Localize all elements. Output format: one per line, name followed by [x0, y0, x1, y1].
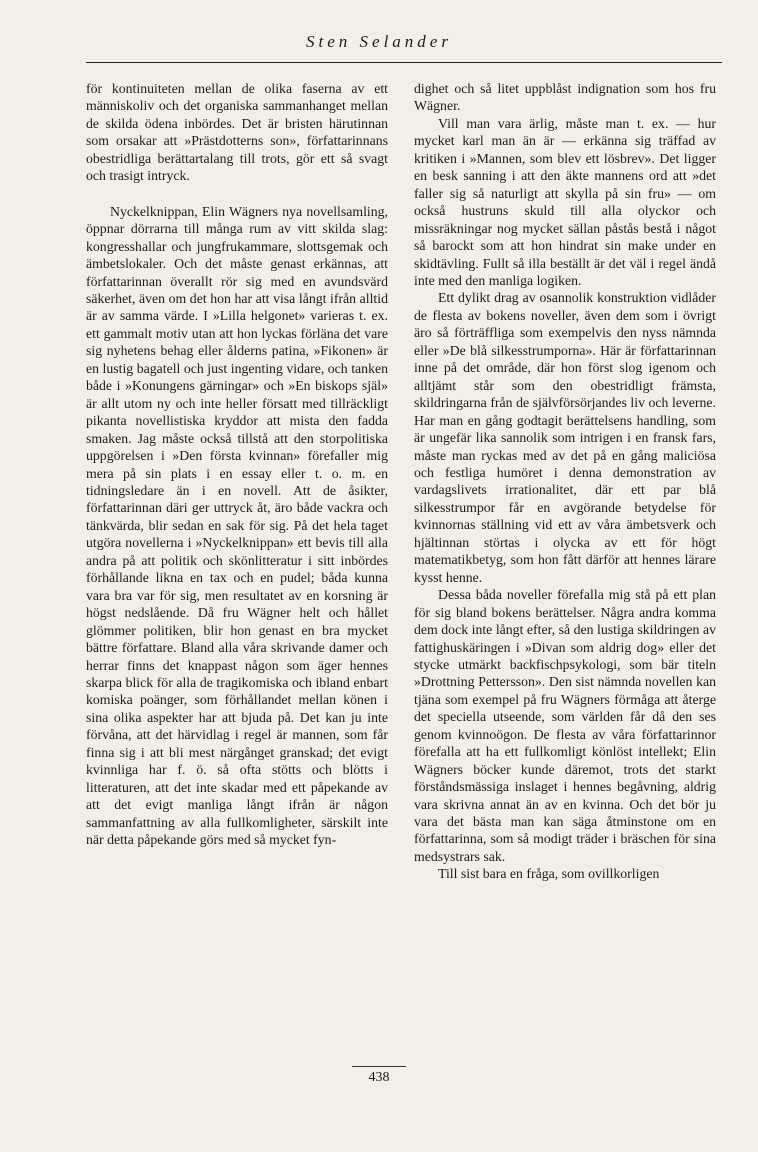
header-rule [86, 62, 722, 63]
paragraph: för kontinuiteten mellan de olika faserna av ett människoliv och det organiska sammanhanget mellan de skilda ödena inbördes. Det är bristen härutinnan som orsakar att »Prästdotterns son», författarinnans obestridliga berättartalang till trots, gör ett så svagt och trasigt intryck. [86, 81, 388, 184]
paragraph: Vill man vara ärlig, måste man t. ex. — hur mycket karl man än är — erkänna sig träffad av kritiken i »Mannen, som blev ett lösbrev». Det ligger en besk sanning i att den äkte mannens ord att »det faller sig så naturligt att skylla på sin fru» — om också hustruns skuld till alla olyckor och missräkningar nog mycket sällan påstås bestå i något så barockt som att hon hindrat sin make under en skidtävling. Fullt så illa beställt är det väl i regel ändå inte med den manliga logiken. [414, 115, 716, 288]
paragraph: dighet och så litet uppblåst indignation som hos fru Wägner. [414, 81, 716, 114]
running-title: Sten Selander [306, 32, 452, 51]
page-number-rule [352, 1066, 406, 1067]
paragraph: Dessa båda noveller förefalla mig stå på ett plan för sig bland bokens berättelser. Några andra komma dem dock inte långt efter, så den lustiga skildringen av fattighuskäringen i »Divan som aldrig dog» eller det stycke utmärkt backfischpsykologi, som bär titeln »Drottning Pettersson». Den sist nämnda novellen kan tjäna som exempel på fru Wägners förmåga att återge det speciella utseende, som världen får då den ses genom kvinnoögon. De flesta av våra författarinnor förefalla att ha ett fullkomligt könlöst intellekt; Elin Wägners böcker kunde däremot, trots det starkt förståndsmässiga inslaget i hennes begåvning, aldrig vara skrivna annat än av en kvinna. Och det bör ju vara det bästa man kan säga åtminstone om en författarinna, som så modigt träder i bräschen för sina medsystrars sak. [414, 587, 716, 864]
paragraph: Ett dylikt drag av osannolik konstruktion vidlåder de flesta av bokens noveller, även dem som i övrigt äro så förträffliga som exempelvis den nyss nämnda eller »De blå silkesstrumporna». Här är författarinnan inne på det område, där hon först slog igenom och alltjämt står som den obestridligt främsta, skildringarna från de självförsörjandes liv och leverne. Har man en gång godtagit berättelsens handling, som är ungefär lika sannolik som intrigen i en fransk fars, måste man ryckas med av det på en gång maliciösa och festliga humöret i denna demonstration av vardagslivets irrationalitet, där ett par blå silkesstrumpor får en avgörande betydelse för kvinnornas ställning vid ett av våra ämbetsverk och hjältinnan störtas i olycka av ett för högt matematikbetyg, som hon fått därför att hennes lärare kysst henne. [414, 290, 716, 585]
left-column [86, 80, 388, 848]
paragraph: Till sist bara en fråga, som ovillkorligen [438, 866, 660, 882]
page-number: 438 [368, 1070, 390, 1085]
paragraph: Nyckelknippan, Elin Wägners nya novellsamling, öppnar dörrarna till många rum av vitt skilda slag: kongresshallar och jungfrukammare, slottsgemak och ämbetslokaler. Och det måste genast erkännas, att författarinnan överallt rör sig med en avundsvärd säkerhet, även om det hon har att visa långt ifrån alltid är av samma värde. I »Lilla helgonet» varieras t. ex. ett gammalt motiv utan att hon lyckas förläna det vare sig nyhetens behag eller ålderns patina, »Fikonen» är en lustig bagatell och just ingenting vidare, och tanken både i »Konungens gärningar» och »En biskops själ» är allt utom ny och inte heller försatt med tillräckligt pikanta novellistiska kryddor att mista den fadda smaken. Jag måste också tillstå att den storpolitiska uppgörelsen i »Den första kvinnan» förefaller mig mera på sin plats i en essay eller t. o. m. en tidningsledare än i en novell. Att de åsikter, författarinnan däri ger uttryck åt, äro både vackra och tänkvärda, blir sedan en sak för sig. På det hela taget utgöra novellerna i »Nyckelknippan» ett bevis till alla andra på att politik och skönlitteratur i sitt inbördes förhållande likna en tax och en pudel; båda kunna vara bra var för sig, men resultatet av en korsning är högst nedslående. Då fru Wägner helt och hållet glömmer politiken, blir hon genast en bra mycket bättre författare. Bland alla våra skrivande damer och herrar finns det knappast någon som äger hennes skarpa blick för alla de tragikomiska och ibland enbart komiska poänger, som förhållandet mellan könen i sina olika aspekter har att bjuda på. Det kan ju inte förvåna, att det härvidlag i regel är mannen, som får finna sig i att bli mest närgånget granskad; det evigt kvinnliga har f. ö. så ofta stötts och blötts i litteraturen, att det inte skadar med ett påpekande av att det evigt manliga långt ifrån är någon sammanfattning av alla fullkomligheter, särskilt inte när detta påpekande görs med så mycket fyn- [86, 203, 388, 848]
right-column [414, 80, 716, 883]
